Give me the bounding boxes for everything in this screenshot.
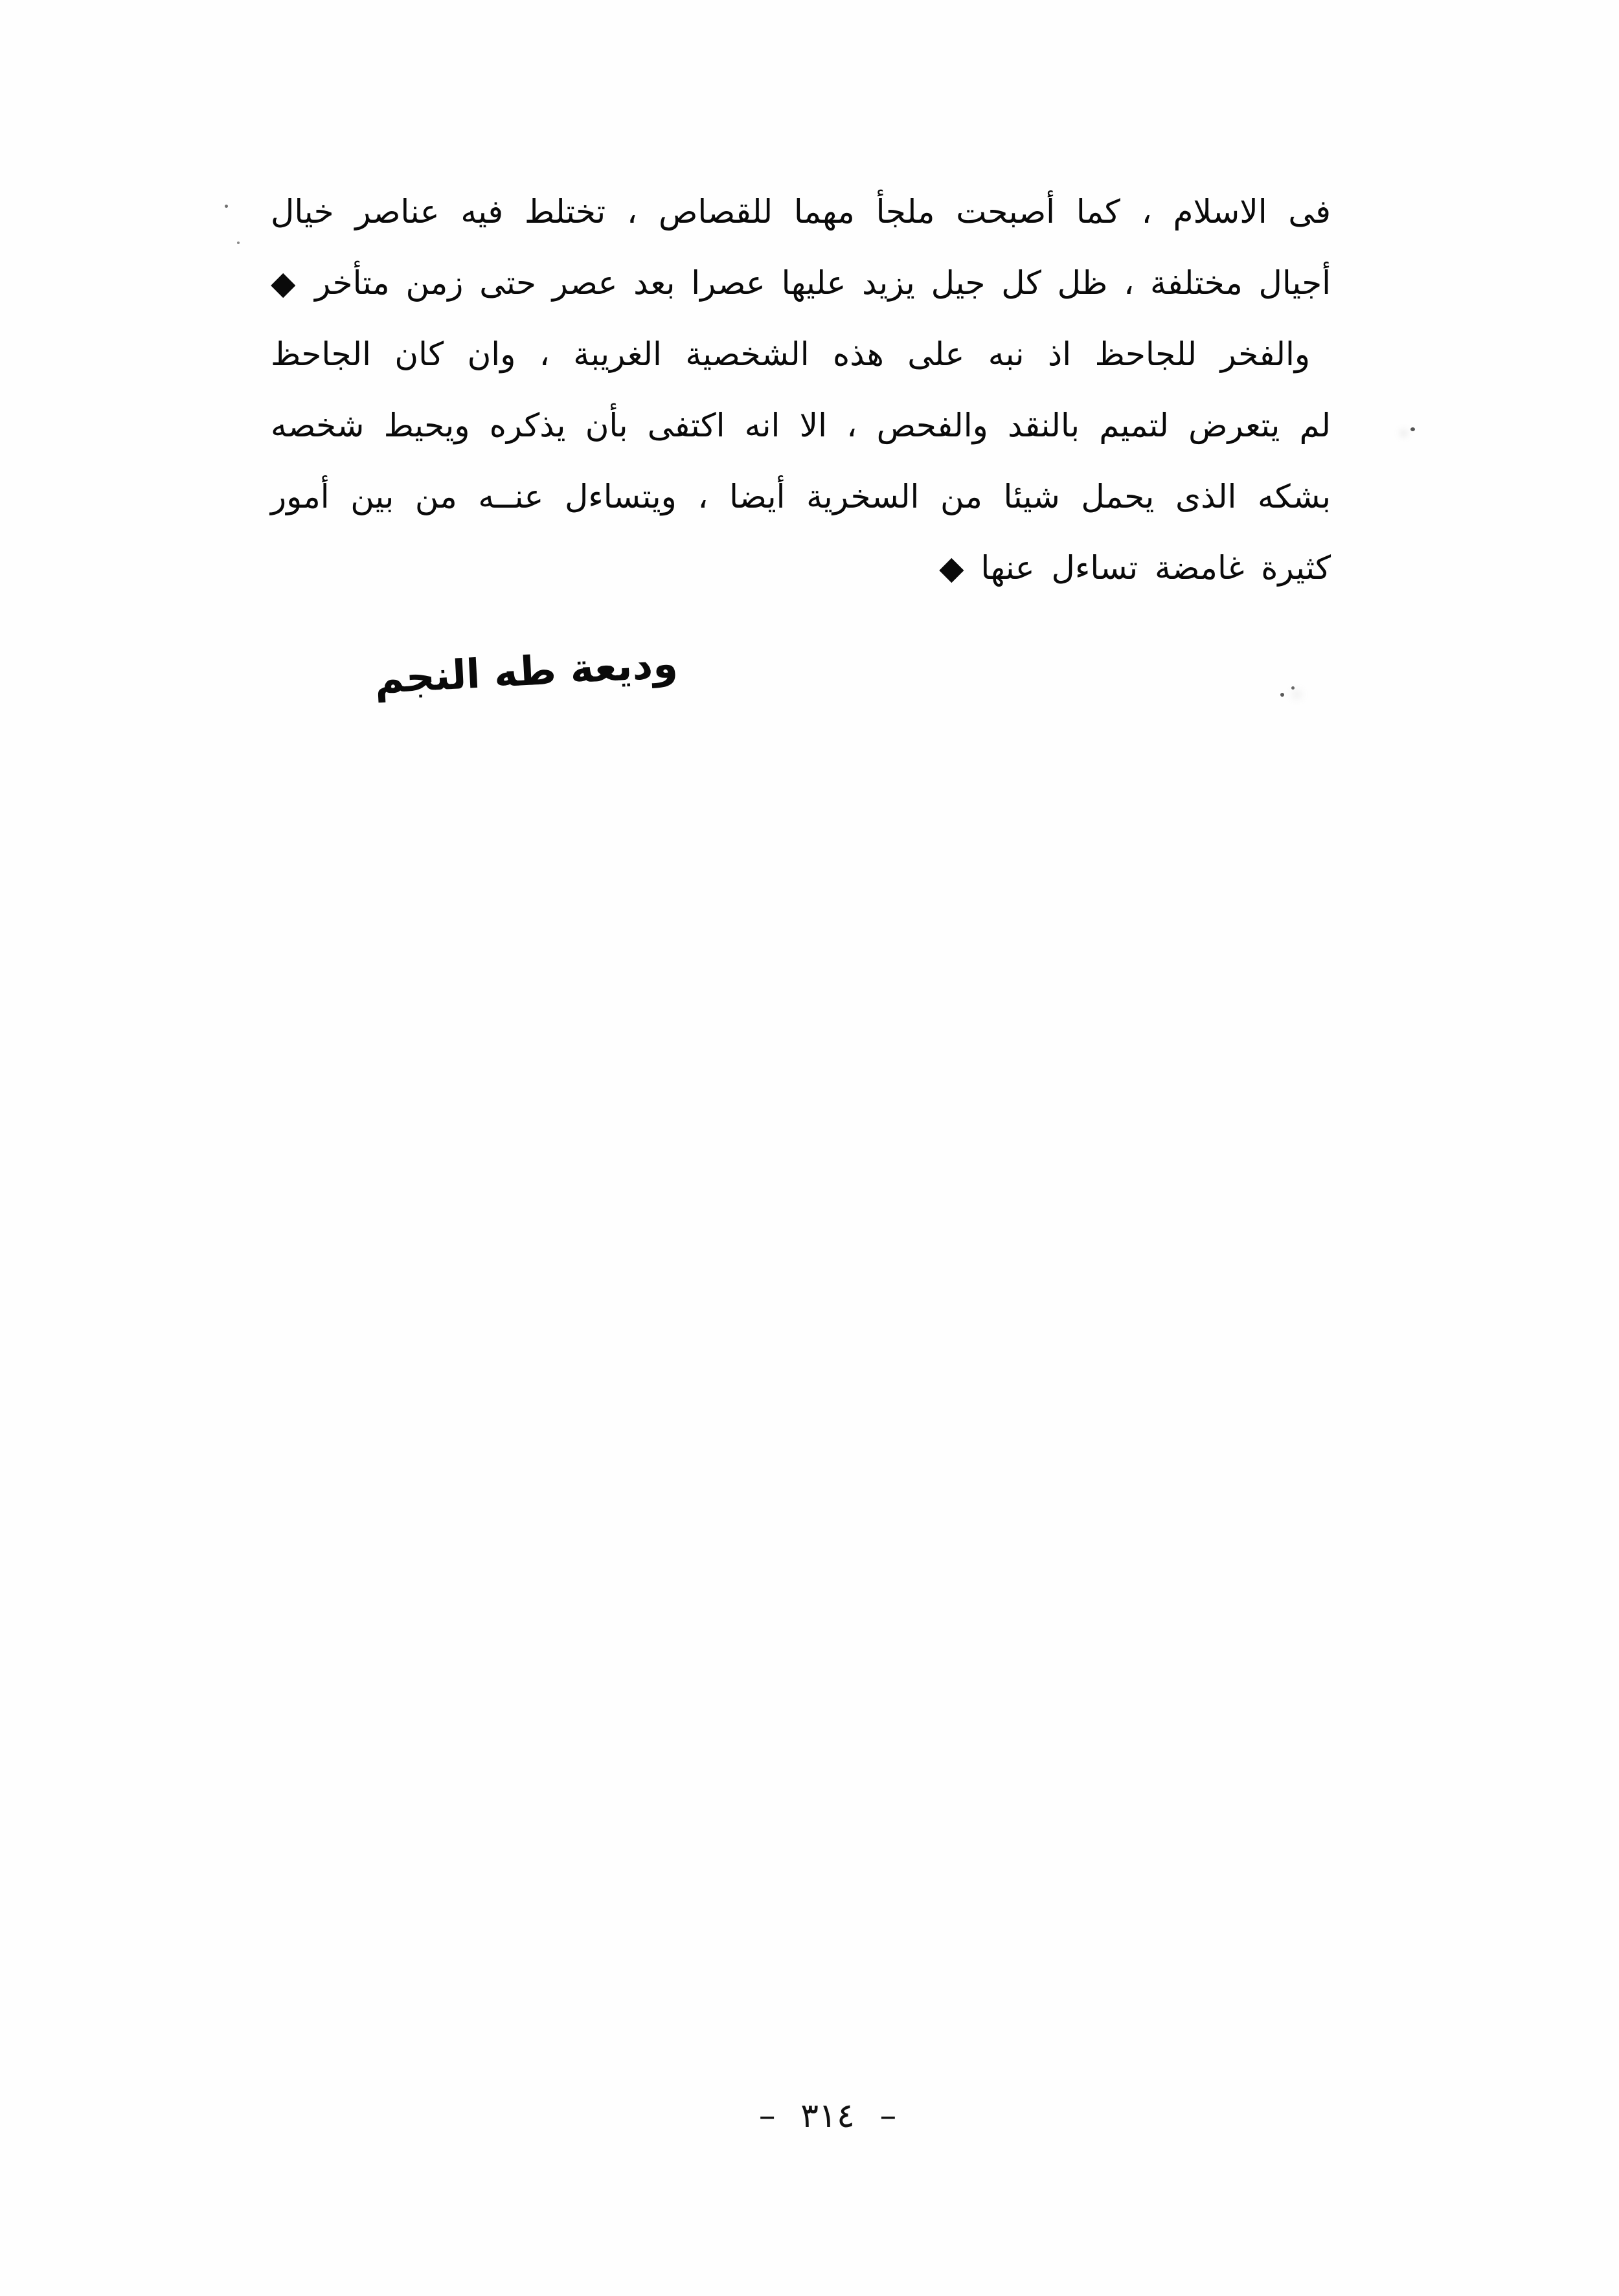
scan-speck	[1410, 427, 1415, 431]
body-line-1: فى الاسلام ، كما أصبحت ملجأ مهما للقصاص ، تختلط فيه عناصر خيال	[271, 193, 1331, 231]
scan-speck	[1291, 686, 1295, 690]
scan-speck	[1280, 693, 1284, 697]
page-number: – ٣١٤ –	[758, 2097, 897, 2135]
scan-speck	[237, 242, 240, 244]
body-line-4: لم يتعرض لتميم بالنقد والفحص ، الا انه اكتفى بأن يذكره ويحيط شخصه	[271, 407, 1331, 444]
author-signature: وديعة طه النجم	[373, 639, 679, 703]
scan-speck	[225, 205, 228, 208]
body-line-5: بشكه الذى يحمل شيئا من السخرية أيضا ، ويتساءل عنــه من بين أمور	[271, 478, 1331, 515]
body-line-2: أجيال مختلفة ، ظل كل جيل يزيد عليها عصرا بعد عصر حتى زمن متأخر ◆	[271, 264, 1331, 302]
body-line-6: كثيرة غامضة تساءل عنها ◆	[939, 549, 1331, 587]
body-text-block	[271, 176, 1331, 603]
body-line-3: والفخر للجاحظ اذ نبه على هذه الشخصية الغريبة ، وان كان الجاحظ	[271, 335, 1310, 373]
